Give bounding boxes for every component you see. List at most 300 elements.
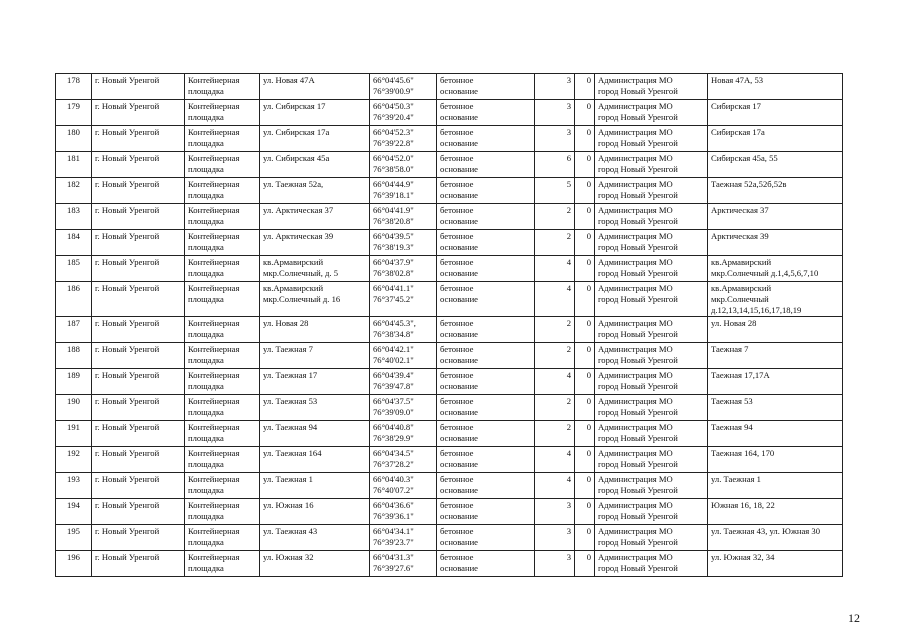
site-type-cell-line: площадка bbox=[188, 268, 224, 278]
table-row bbox=[56, 499, 843, 525]
coordinates-cell-line: 66°04'37.5" bbox=[373, 396, 414, 406]
address-cell bbox=[260, 317, 370, 343]
coordinates-cell bbox=[370, 74, 437, 100]
volume-cell: 0 bbox=[575, 204, 595, 230]
row-number: 194 bbox=[56, 499, 92, 525]
coordinates-cell-line: 76°39'47.8" bbox=[373, 381, 414, 391]
site-type-cell bbox=[185, 178, 260, 204]
address-cell-line: ул. Таежная 7 bbox=[263, 344, 313, 354]
served-objects-cell bbox=[708, 499, 843, 525]
address-cell-line: ул. Сибирская 17а bbox=[263, 127, 330, 137]
base-type-cell-line: основание bbox=[440, 268, 478, 278]
row-number: 193 bbox=[56, 473, 92, 499]
served-objects-cell-line: ул. Таежная 43, ул. Южная 30 bbox=[711, 526, 820, 536]
container-count-cell: 3 bbox=[535, 551, 575, 577]
owner-cell bbox=[595, 126, 708, 152]
volume-cell: 0 bbox=[575, 317, 595, 343]
served-objects-cell bbox=[708, 204, 843, 230]
row-number: 187 bbox=[56, 317, 92, 343]
base-type-cell-line: основание bbox=[440, 459, 478, 469]
owner-cell-line: город Новый Уренгой bbox=[598, 138, 678, 148]
owner-cell-line: Администрация МО bbox=[598, 205, 673, 215]
base-type-cell-line: бетонное bbox=[440, 257, 474, 267]
base-type-cell bbox=[437, 369, 535, 395]
coordinates-cell bbox=[370, 178, 437, 204]
volume-cell: 0 bbox=[575, 369, 595, 395]
address-cell-line: ул. Таежная 94 bbox=[263, 422, 318, 432]
site-type-cell-line: Контейнерная bbox=[188, 179, 240, 189]
row-number: 188 bbox=[56, 343, 92, 369]
site-type-cell bbox=[185, 551, 260, 577]
site-type-cell bbox=[185, 230, 260, 256]
served-objects-cell-line: д.12,13,14,15,16,17,18,19 bbox=[711, 305, 802, 315]
coordinates-cell-line: 76°39'22.8" bbox=[373, 138, 414, 148]
site-type-cell-line: Контейнерная bbox=[188, 205, 240, 215]
owner-cell-line: город Новый Уренгой bbox=[598, 563, 678, 573]
owner-cell-line: город Новый Уренгой bbox=[598, 112, 678, 122]
row-number: 184 bbox=[56, 230, 92, 256]
table-row bbox=[56, 473, 843, 499]
owner-cell bbox=[595, 230, 708, 256]
container-count-cell: 3 bbox=[535, 499, 575, 525]
table-body bbox=[56, 74, 843, 577]
site-type-cell bbox=[185, 343, 260, 369]
base-type-cell-line: бетонное bbox=[440, 344, 474, 354]
coordinates-cell-line: 76°40'07.2" bbox=[373, 485, 414, 495]
base-type-cell bbox=[437, 551, 535, 577]
owner-cell bbox=[595, 178, 708, 204]
site-type-cell-line: площадка bbox=[188, 86, 224, 96]
table-row bbox=[56, 204, 843, 230]
served-objects-cell-line: мкр.Солнечный bbox=[711, 294, 769, 304]
site-type-cell bbox=[185, 282, 260, 317]
served-objects-cell-line: Арктическая 39 bbox=[711, 231, 769, 241]
site-type-cell-line: Контейнерная bbox=[188, 474, 240, 484]
container-count-cell: 3 bbox=[535, 525, 575, 551]
base-type-cell bbox=[437, 421, 535, 447]
base-type-cell-line: основание bbox=[440, 216, 478, 226]
served-objects-cell bbox=[708, 343, 843, 369]
base-type-cell bbox=[437, 525, 535, 551]
coordinates-cell-line: 66°04'50.3" bbox=[373, 101, 414, 111]
container-count-cell: 5 bbox=[535, 178, 575, 204]
table-row bbox=[56, 230, 843, 256]
coordinates-cell-line: 76°38'20.8" bbox=[373, 216, 414, 226]
served-objects-cell bbox=[708, 100, 843, 126]
owner-cell bbox=[595, 525, 708, 551]
base-type-cell-line: бетонное bbox=[440, 552, 474, 562]
base-type-cell-line: основание bbox=[440, 563, 478, 573]
site-type-cell-line: площадка bbox=[188, 485, 224, 495]
site-type-cell-line: площадка bbox=[188, 242, 224, 252]
table-row bbox=[56, 369, 843, 395]
site-type-cell bbox=[185, 204, 260, 230]
container-count-cell: 4 bbox=[535, 256, 575, 282]
container-count-cell: 3 bbox=[535, 100, 575, 126]
base-type-cell bbox=[437, 204, 535, 230]
coordinates-cell bbox=[370, 100, 437, 126]
city-cell: г. Новый Уренгой bbox=[92, 343, 185, 369]
address-cell bbox=[260, 126, 370, 152]
container-count-cell: 6 bbox=[535, 152, 575, 178]
address-cell bbox=[260, 369, 370, 395]
address-cell-line: кв.Армавирский bbox=[263, 257, 324, 267]
row-number: 183 bbox=[56, 204, 92, 230]
page-number: 12 bbox=[848, 611, 860, 625]
owner-cell-line: Администрация МО bbox=[598, 552, 673, 562]
city-cell: г. Новый Уренгой bbox=[92, 525, 185, 551]
owner-cell bbox=[595, 395, 708, 421]
owner-cell bbox=[595, 256, 708, 282]
owner-cell-line: город Новый Уренгой bbox=[598, 268, 678, 278]
container-count-cell: 2 bbox=[535, 204, 575, 230]
coordinates-cell-line: 66°04'52.0" bbox=[373, 153, 414, 163]
row-number: 196 bbox=[56, 551, 92, 577]
served-objects-cell-line: Сибирская 17а bbox=[711, 127, 765, 137]
owner-cell-line: город Новый Уренгой bbox=[598, 433, 678, 443]
base-type-cell-line: основание bbox=[440, 407, 478, 417]
city-cell: г. Новый Уренгой bbox=[92, 369, 185, 395]
site-type-cell-line: Контейнерная bbox=[188, 257, 240, 267]
site-type-cell-line: Контейнерная bbox=[188, 127, 240, 137]
table-row bbox=[56, 100, 843, 126]
address-cell bbox=[260, 256, 370, 282]
served-objects-cell-line: мкр.Солнечный д.1,4,5,6,7,10 bbox=[711, 268, 819, 278]
address-cell-line: мкр.Солнечный д. 16 bbox=[263, 294, 341, 304]
base-type-cell-line: основание bbox=[440, 294, 478, 304]
owner-cell bbox=[595, 499, 708, 525]
site-type-cell-line: Контейнерная bbox=[188, 153, 240, 163]
coordinates-cell bbox=[370, 473, 437, 499]
address-cell bbox=[260, 447, 370, 473]
coordinates-cell bbox=[370, 204, 437, 230]
served-objects-cell bbox=[708, 395, 843, 421]
served-objects-cell-line: Сибирская 17 bbox=[711, 101, 761, 111]
city-cell: г. Новый Уренгой bbox=[92, 473, 185, 499]
coordinates-cell-line: 66°04'31.3" bbox=[373, 552, 414, 562]
row-number: 186 bbox=[56, 282, 92, 317]
owner-cell bbox=[595, 317, 708, 343]
site-type-cell bbox=[185, 74, 260, 100]
served-objects-cell-line: Таежная 164, 170 bbox=[711, 448, 775, 458]
base-type-cell-line: бетонное bbox=[440, 500, 474, 510]
coordinates-cell bbox=[370, 230, 437, 256]
coordinates-cell bbox=[370, 421, 437, 447]
owner-cell-line: Администрация МО bbox=[598, 370, 673, 380]
volume-cell: 0 bbox=[575, 395, 595, 421]
coordinates-cell-line: 76°39'09.0" bbox=[373, 407, 414, 417]
served-objects-cell-line: Таежная 52а,52б,52в bbox=[711, 179, 787, 189]
volume-cell: 0 bbox=[575, 473, 595, 499]
owner-cell-line: Администрация МО bbox=[598, 500, 673, 510]
site-type-cell bbox=[185, 126, 260, 152]
site-type-cell-line: площадка bbox=[188, 563, 224, 573]
owner-cell-line: Администрация МО bbox=[598, 127, 673, 137]
volume-cell: 0 bbox=[575, 100, 595, 126]
owner-cell bbox=[595, 473, 708, 499]
volume-cell: 0 bbox=[575, 447, 595, 473]
volume-cell: 0 bbox=[575, 126, 595, 152]
site-type-cell-line: площадка bbox=[188, 164, 224, 174]
coordinates-cell-line: 76°38'02.8" bbox=[373, 268, 414, 278]
base-type-cell bbox=[437, 282, 535, 317]
served-objects-cell-line: кв.Армавирский bbox=[711, 257, 772, 267]
address-cell bbox=[260, 74, 370, 100]
base-type-cell-line: бетонное bbox=[440, 283, 474, 293]
served-objects-cell-line: Сибирская 45а, 55 bbox=[711, 153, 778, 163]
served-objects-cell-line: ул. Новая 28 bbox=[711, 318, 757, 328]
address-cell bbox=[260, 152, 370, 178]
site-type-cell-line: площадка bbox=[188, 511, 224, 521]
base-type-cell bbox=[437, 230, 535, 256]
owner-cell-line: Администрация МО bbox=[598, 318, 673, 328]
owner-cell bbox=[595, 447, 708, 473]
served-objects-cell bbox=[708, 126, 843, 152]
owner-cell bbox=[595, 74, 708, 100]
owner-cell-line: Администрация МО bbox=[598, 448, 673, 458]
owner-cell-line: Администрация МО bbox=[598, 101, 673, 111]
base-type-cell-line: основание bbox=[440, 242, 478, 252]
base-type-cell-line: бетонное bbox=[440, 231, 474, 241]
owner-cell-line: Администрация МО bbox=[598, 396, 673, 406]
served-objects-cell bbox=[708, 178, 843, 204]
base-type-cell bbox=[437, 74, 535, 100]
owner-cell-line: Администрация МО bbox=[598, 526, 673, 536]
owner-cell-line: Администрация МО bbox=[598, 231, 673, 241]
coordinates-cell-line: 66°04'39.4" bbox=[373, 370, 414, 380]
site-type-cell-line: Контейнерная bbox=[188, 101, 240, 111]
coordinates-cell bbox=[370, 152, 437, 178]
row-number: 192 bbox=[56, 447, 92, 473]
container-count-cell: 3 bbox=[535, 74, 575, 100]
coordinates-cell-line: 66°04'52.3" bbox=[373, 127, 414, 137]
row-number: 195 bbox=[56, 525, 92, 551]
owner-cell-line: город Новый Уренгой bbox=[598, 511, 678, 521]
table-row bbox=[56, 126, 843, 152]
container-count-cell: 2 bbox=[535, 317, 575, 343]
address-cell-line: ул. Южная 32 bbox=[263, 552, 314, 562]
base-type-cell-line: основание bbox=[440, 537, 478, 547]
site-type-cell bbox=[185, 421, 260, 447]
volume-cell: 0 bbox=[575, 178, 595, 204]
served-objects-cell-line: Таежная 94 bbox=[711, 422, 753, 432]
served-objects-cell-line: Таежная 7 bbox=[711, 344, 749, 354]
owner-cell-line: Администрация МО bbox=[598, 422, 673, 432]
coordinates-cell bbox=[370, 282, 437, 317]
address-cell-line: кв.Армавирский bbox=[263, 283, 324, 293]
address-cell bbox=[260, 499, 370, 525]
site-type-cell-line: Контейнерная bbox=[188, 526, 240, 536]
coordinates-cell-line: 76°39'20.4" bbox=[373, 112, 414, 122]
coordinates-cell bbox=[370, 499, 437, 525]
row-number: 181 bbox=[56, 152, 92, 178]
city-cell: г. Новый Уренгой bbox=[92, 152, 185, 178]
coordinates-cell-line: 76°40'02.1" bbox=[373, 355, 414, 365]
site-type-cell bbox=[185, 100, 260, 126]
base-type-cell bbox=[437, 100, 535, 126]
coordinates-cell bbox=[370, 395, 437, 421]
coordinates-cell bbox=[370, 525, 437, 551]
coordinates-cell-line: 66°04'41.1" bbox=[373, 283, 414, 293]
container-count-cell: 2 bbox=[535, 230, 575, 256]
city-cell: г. Новый Уренгой bbox=[92, 395, 185, 421]
address-cell bbox=[260, 204, 370, 230]
row-number: 178 bbox=[56, 74, 92, 100]
container-count-cell: 2 bbox=[535, 343, 575, 369]
coordinates-cell bbox=[370, 551, 437, 577]
base-type-cell bbox=[437, 447, 535, 473]
coordinates-cell-line: 76°38'29.9" bbox=[373, 433, 414, 443]
site-type-cell-line: Контейнерная bbox=[188, 396, 240, 406]
owner-cell bbox=[595, 152, 708, 178]
served-objects-cell-line: ул. Южная 32, 34 bbox=[711, 552, 775, 562]
table-row bbox=[56, 447, 843, 473]
coordinates-cell-line: 76°39'18.1" bbox=[373, 190, 414, 200]
city-cell: г. Новый Уренгой bbox=[92, 447, 185, 473]
address-cell-line: ул. Арктическая 37 bbox=[263, 205, 334, 215]
base-type-cell-line: бетонное bbox=[440, 101, 474, 111]
owner-cell-line: город Новый Уренгой bbox=[598, 459, 678, 469]
owner-cell-line: Администрация МО bbox=[598, 257, 673, 267]
base-type-cell bbox=[437, 395, 535, 421]
volume-cell: 0 bbox=[575, 152, 595, 178]
base-type-cell-line: бетонное bbox=[440, 422, 474, 432]
site-type-cell-line: площадка bbox=[188, 112, 224, 122]
base-type-cell-line: основание bbox=[440, 355, 478, 365]
table-row bbox=[56, 282, 843, 317]
site-type-cell bbox=[185, 317, 260, 343]
served-objects-cell bbox=[708, 369, 843, 395]
city-cell: г. Новый Уренгой bbox=[92, 178, 185, 204]
site-type-cell bbox=[185, 447, 260, 473]
row-number: 179 bbox=[56, 100, 92, 126]
address-cell-line: ул. Таежная 53 bbox=[263, 396, 318, 406]
site-type-cell-line: Контейнерная bbox=[188, 231, 240, 241]
address-cell bbox=[260, 343, 370, 369]
owner-cell bbox=[595, 282, 708, 317]
site-type-cell-line: Контейнерная bbox=[188, 448, 240, 458]
row-number: 191 bbox=[56, 421, 92, 447]
coordinates-cell-line: 66°04'39.5" bbox=[373, 231, 414, 241]
row-number: 182 bbox=[56, 178, 92, 204]
served-objects-cell-line: Таежная 17,17А bbox=[711, 370, 770, 380]
container-count-cell: 2 bbox=[535, 421, 575, 447]
site-type-cell-line: Контейнерная bbox=[188, 552, 240, 562]
owner-cell-line: город Новый Уренгой bbox=[598, 216, 678, 226]
site-type-cell-line: площадка bbox=[188, 459, 224, 469]
base-type-cell-line: бетонное bbox=[440, 75, 474, 85]
base-type-cell bbox=[437, 343, 535, 369]
site-type-cell-line: площадка bbox=[188, 537, 224, 547]
coordinates-cell bbox=[370, 343, 437, 369]
address-cell bbox=[260, 282, 370, 317]
site-type-cell-line: площадка bbox=[188, 381, 224, 391]
table-row bbox=[56, 551, 843, 577]
site-type-cell-line: Контейнерная bbox=[188, 318, 240, 328]
table-row bbox=[56, 152, 843, 178]
volume-cell: 0 bbox=[575, 551, 595, 577]
base-type-cell-line: бетонное bbox=[440, 318, 474, 328]
coordinates-cell-line: 66°04'36.6" bbox=[373, 500, 414, 510]
owner-cell-line: город Новый Уренгой bbox=[598, 381, 678, 391]
city-cell: г. Новый Уренгой bbox=[92, 421, 185, 447]
table-row bbox=[56, 178, 843, 204]
served-objects-cell bbox=[708, 230, 843, 256]
served-objects-cell-line: Южная 16, 18, 22 bbox=[711, 500, 775, 510]
owner-cell bbox=[595, 100, 708, 126]
site-type-cell bbox=[185, 256, 260, 282]
address-cell-line: ул. Арктическая 39 bbox=[263, 231, 334, 241]
city-cell: г. Новый Уренгой bbox=[92, 282, 185, 317]
address-cell bbox=[260, 230, 370, 256]
table-row bbox=[56, 343, 843, 369]
coordinates-cell-line: 76°39'36.1" bbox=[373, 511, 414, 521]
container-count-cell: 3 bbox=[535, 126, 575, 152]
served-objects-cell bbox=[708, 473, 843, 499]
served-objects-cell bbox=[708, 152, 843, 178]
volume-cell: 0 bbox=[575, 230, 595, 256]
base-type-cell-line: бетонное bbox=[440, 179, 474, 189]
table-row bbox=[56, 525, 843, 551]
coordinates-cell-line: 76°39'00.9" bbox=[373, 86, 414, 96]
served-objects-cell bbox=[708, 421, 843, 447]
owner-cell bbox=[595, 369, 708, 395]
served-objects-cell bbox=[708, 282, 843, 317]
volume-cell: 0 bbox=[575, 525, 595, 551]
site-type-cell bbox=[185, 473, 260, 499]
owner-cell-line: Администрация МО bbox=[598, 344, 673, 354]
owner-cell bbox=[595, 551, 708, 577]
served-objects-cell bbox=[708, 525, 843, 551]
served-objects-cell bbox=[708, 256, 843, 282]
coordinates-cell-line: 76°38'58.0" bbox=[373, 164, 414, 174]
owner-cell-line: Администрация МО bbox=[598, 474, 673, 484]
site-type-cell-line: Контейнерная bbox=[188, 75, 240, 85]
base-type-cell-line: основание bbox=[440, 511, 478, 521]
base-type-cell-line: бетонное bbox=[440, 526, 474, 536]
base-type-cell-line: основание bbox=[440, 190, 478, 200]
base-type-cell bbox=[437, 473, 535, 499]
owner-cell-line: Администрация МО bbox=[598, 75, 673, 85]
base-type-cell bbox=[437, 178, 535, 204]
owner-cell bbox=[595, 204, 708, 230]
owner-cell-line: город Новый Уренгой bbox=[598, 485, 678, 495]
coordinates-cell-line: 66°04'34.1" bbox=[373, 526, 414, 536]
site-type-cell-line: площадка bbox=[188, 407, 224, 417]
address-cell-line: ул. Сибирская 45а bbox=[263, 153, 330, 163]
city-cell: г. Новый Уренгой bbox=[92, 204, 185, 230]
base-type-cell-line: основание bbox=[440, 485, 478, 495]
base-type-cell bbox=[437, 126, 535, 152]
site-type-cell-line: Контейнерная bbox=[188, 422, 240, 432]
container-count-cell: 2 bbox=[535, 395, 575, 421]
owner-cell-line: город Новый Уренгой bbox=[598, 294, 678, 304]
address-cell-line: ул. Таежная 43 bbox=[263, 526, 318, 536]
address-cell-line: ул. Таежная 17 bbox=[263, 370, 318, 380]
address-cell-line: ул. Таежная 52а, bbox=[263, 179, 324, 189]
table-row bbox=[56, 421, 843, 447]
base-type-cell-line: бетонное bbox=[440, 127, 474, 137]
coordinates-cell-line: 66°04'40.3" bbox=[373, 474, 414, 484]
city-cell: г. Новый Уренгой bbox=[92, 499, 185, 525]
address-cell bbox=[260, 525, 370, 551]
volume-cell: 0 bbox=[575, 282, 595, 317]
base-type-cell-line: бетонное bbox=[440, 153, 474, 163]
volume-cell: 0 bbox=[575, 421, 595, 447]
site-type-cell-line: площадка bbox=[188, 355, 224, 365]
base-type-cell bbox=[437, 317, 535, 343]
owner-cell-line: город Новый Уренгой bbox=[598, 537, 678, 547]
